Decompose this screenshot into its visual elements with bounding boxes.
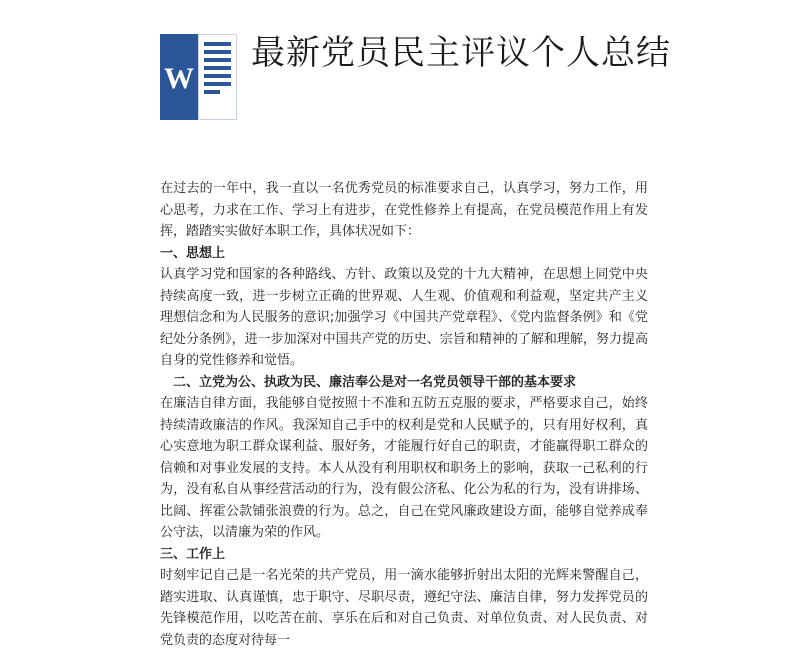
word-icon-line bbox=[204, 66, 231, 70]
word-icon-line bbox=[204, 90, 220, 94]
word-icon-line bbox=[204, 42, 231, 46]
word-icon-line bbox=[204, 74, 231, 78]
word-icon-lines bbox=[198, 34, 237, 120]
paragraph: 在过去的一年中，我一直以一名优秀党员的标准要求自己，认真学习，努力工作，用心思考，力求在工作、学习上有进步，在党性修养上有提高，在党员模范作用上有发挥，踏踏实实做好本职工作，具体状况如下： bbox=[160, 181, 648, 239]
page-title: 最新党员民主评议个人总结 bbox=[251, 33, 671, 73]
document-body bbox=[160, 178, 648, 651]
paragraph: 时刻牢记自己是一名光荣的共产党员，用一滴水能够折射出太阳的光辉来警醒自己，踏实进取、认真谨慎，忠于职守、尽职尽责，遵纪守法、廉洁自律，努力发挥党员的先锋模范作用，以吃苦在前、享乐在后和对自己负责、对单位负责、对人民负责、对党负责的态度对待每一 bbox=[160, 568, 648, 648]
section-heading: 三、工作上 bbox=[160, 546, 226, 562]
word-icon-line bbox=[204, 58, 231, 62]
word-icon-letter-block bbox=[160, 34, 198, 120]
paragraph: 认真学习党和国家的各种路线、方针、政策以及党的十九大精神，在思想上同党中央持续高度一致，进一步树立正确的世界观、人生观、价值观和利益观，坚定共产主义理想信念和为人民服务的意识;加强学习《中国共产党章程》、《党内监督条例》和《党纪处分条例》，进一步加深对中国共产党的历史、宗旨和精神的了解和理解，努力提高自身的党性修养和觉悟。 bbox=[160, 267, 648, 368]
word-icon-line bbox=[204, 50, 231, 54]
section-heading: 一、思想上 bbox=[160, 245, 226, 261]
document-header bbox=[0, 0, 800, 148]
paragraph: 在廉洁自律方面，我能够自觉按照十不准和五防五克服的要求，严格要求自己，始终持续清政廉洁的作风。我深知自己手中的权利是党和人民赋予的，只有用好权利，真心实意地为职工群众谋利益、服好务，才能履行好自己的职责，才能赢得职工群众的信赖和对事业发展的支持。本人从没有利用职权和职务上的影响，获取一己私利的行为，没有私自从事经营活动的行为，没有假公济私、化公为私的行为，没有讲排场、比阔、挥霍公款铺张浪费的行为。总之，自己在党风廉政建设方面，能够自觉养成奉公守法，以清廉为荣的作风。 bbox=[160, 396, 648, 540]
word-icon-letter: W bbox=[164, 62, 194, 95]
word-icon-line bbox=[204, 82, 231, 86]
section-heading: 二、立党为公、执政为民、廉洁奉公是对一名党员领导干部的基本要求 bbox=[173, 374, 577, 390]
word-document-icon bbox=[160, 34, 237, 120]
